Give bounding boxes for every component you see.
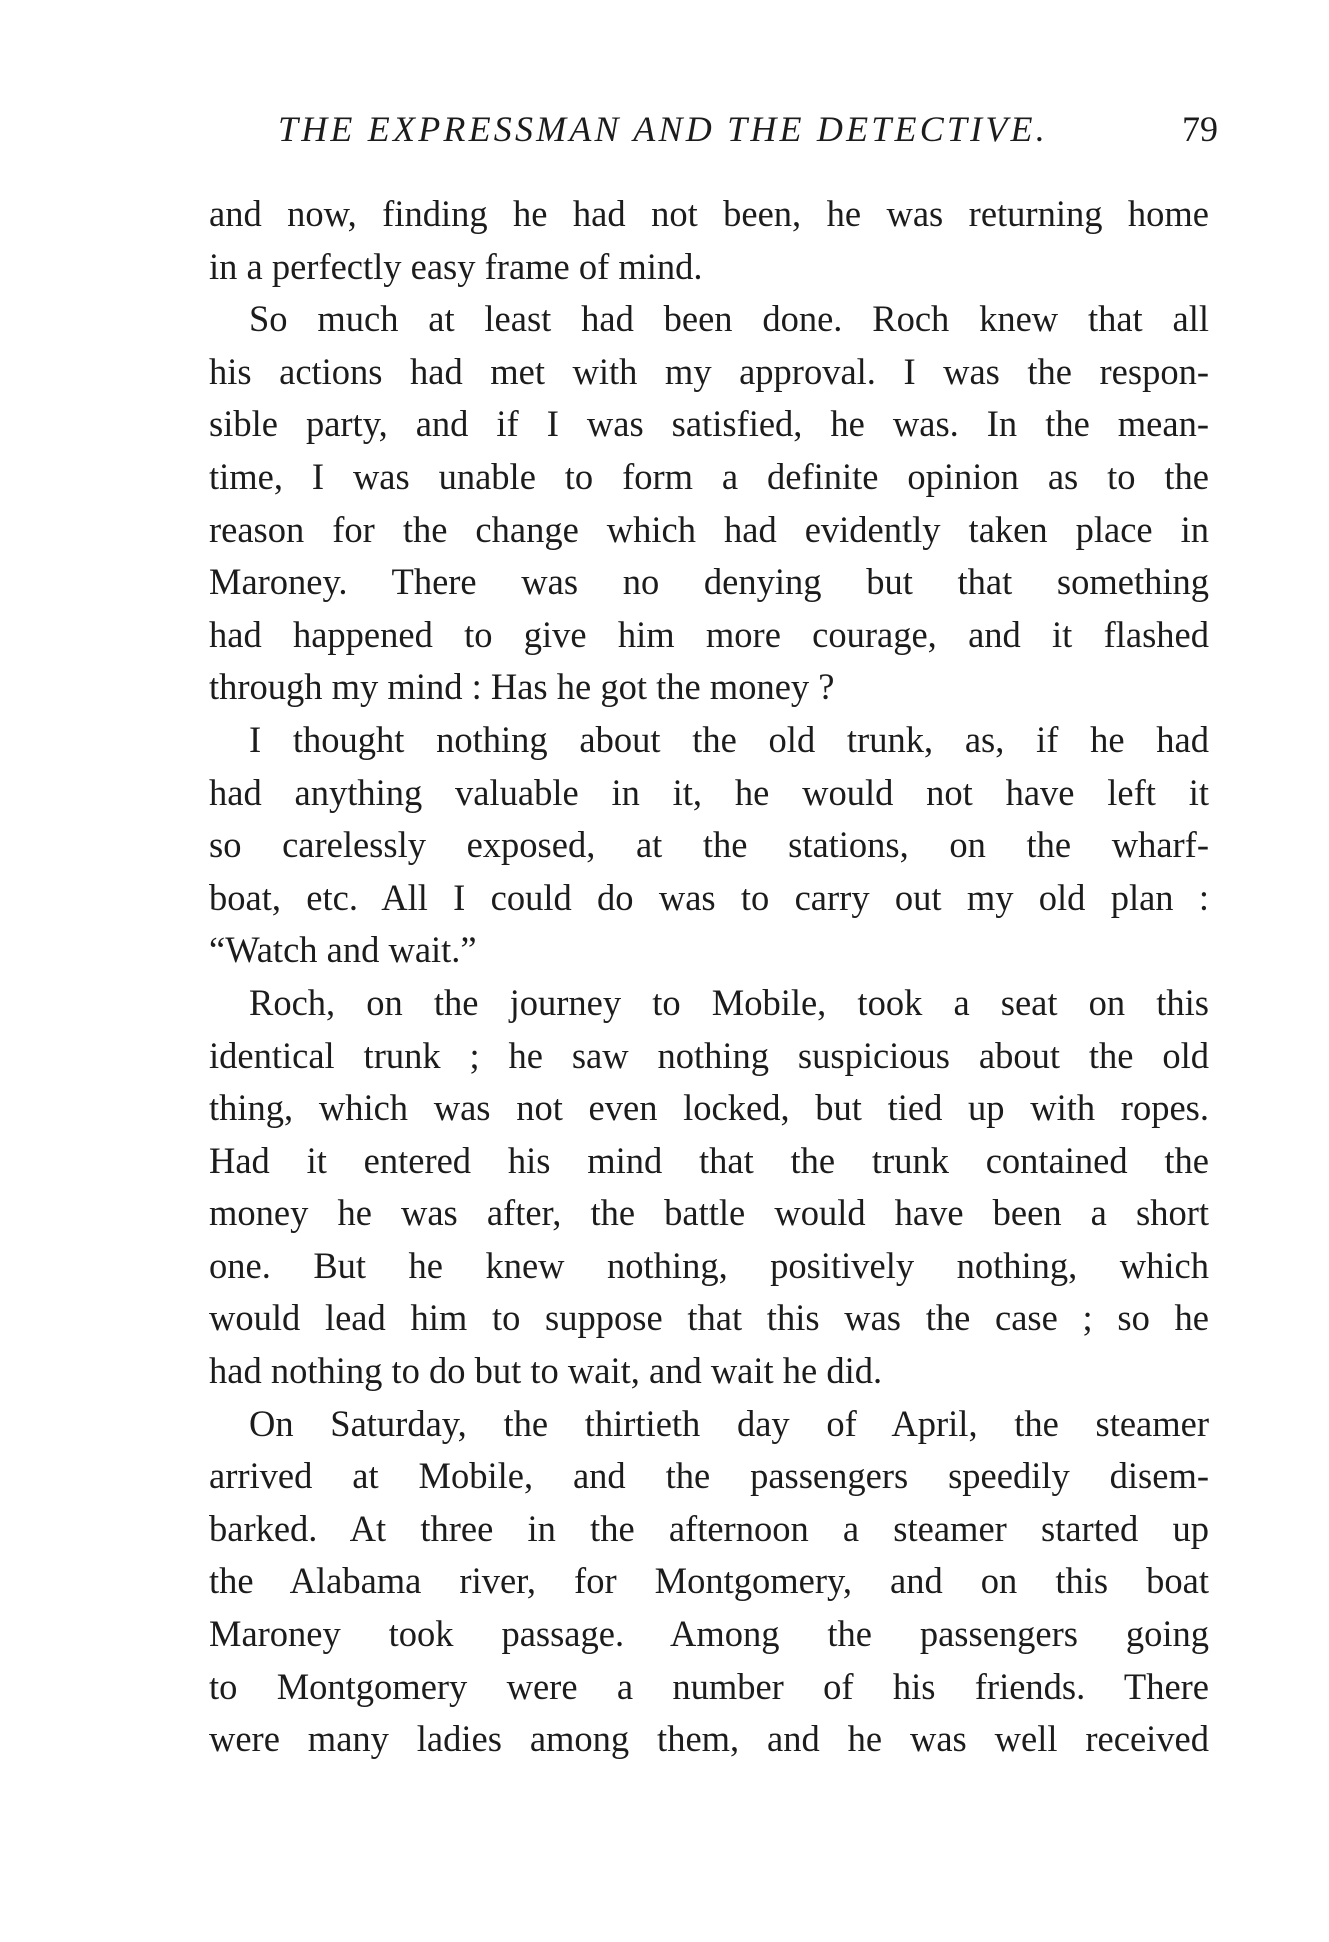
text-line: one. But he knew nothing, positively nothing, which: [209, 1244, 1209, 1286]
text-line: I thought nothing about the old trunk, as, if he had: [249, 718, 1209, 760]
text-line: So much at least had been done. Roch knew that all: [249, 298, 1209, 340]
text-line: Maroney. There was no denying but that something: [209, 561, 1209, 603]
paragraph-3: [209, 714, 1209, 977]
text-line: boat, etc. All I could do was to carry out my old plan :: [209, 876, 1209, 918]
paragraph-2: [209, 293, 1209, 714]
text-line: had anything valuable in it, he would not have left it: [209, 771, 1209, 813]
body-text: [209, 188, 1209, 1766]
paragraph-5: [209, 1398, 1209, 1766]
text-line: arrived at Mobile, and the passengers speedily disem-: [209, 1455, 1209, 1497]
paragraph-4: [209, 977, 1209, 1398]
text-line: and now, finding he had not been, he was returning home: [209, 193, 1209, 234]
running-title: THE EXPRESSMAN AND THE DETECTIVE.: [278, 109, 1048, 149]
text-line: his actions had met with my approval. I was the respon-: [209, 350, 1209, 392]
text-line: time, I was unable to form a definite opinion as to the: [209, 455, 1209, 497]
text-line: would lead him to suppose that this was the case ; so he: [209, 1297, 1209, 1339]
text-line: On Saturday, the thirtieth day of April, the steamer: [249, 1402, 1209, 1444]
text-line: Maroney took passage. Among the passengers going: [209, 1613, 1209, 1655]
text-line: to Montgomery were a number of his friends. There: [209, 1665, 1209, 1707]
text-line: “Watch and wait.”: [209, 929, 477, 971]
text-line: had happened to give him more courage, and it flashed: [209, 613, 1209, 655]
text-line: sible party, and if I was satisfied, he was. In the mean-: [209, 403, 1209, 445]
text-line: money he was after, the battle would have been a short: [209, 1192, 1209, 1234]
text-line: barked. At three in the afternoon a steamer started up: [209, 1507, 1209, 1549]
running-head: [278, 108, 1218, 152]
text-line: in a perfectly easy frame of mind.: [209, 245, 703, 287]
text-line: Roch, on the journey to Mobile, took a seat on this: [249, 981, 1209, 1023]
text-line: identical trunk ; he saw nothing suspicious about the old: [209, 1034, 1209, 1076]
text-line: Had it entered his mind that the trunk contained the: [209, 1139, 1209, 1181]
text-line: through my mind : Has he got the money ?: [209, 666, 835, 708]
text-line: were many ladies among them, and he was well received: [209, 1718, 1209, 1760]
page-number: 79: [1182, 109, 1218, 149]
text-line: had nothing to do but to wait, and wait he did.: [209, 1350, 883, 1392]
text-line: thing, which was not even locked, but tied up with ropes.: [209, 1087, 1209, 1129]
paragraph-1: [209, 188, 1209, 293]
text-line: the Alabama river, for Montgomery, and on this boat: [209, 1560, 1209, 1602]
text-line: reason for the change which had evidently taken place in: [209, 508, 1209, 550]
text-line: so carelessly exposed, at the stations, on the wharf-: [209, 824, 1209, 866]
